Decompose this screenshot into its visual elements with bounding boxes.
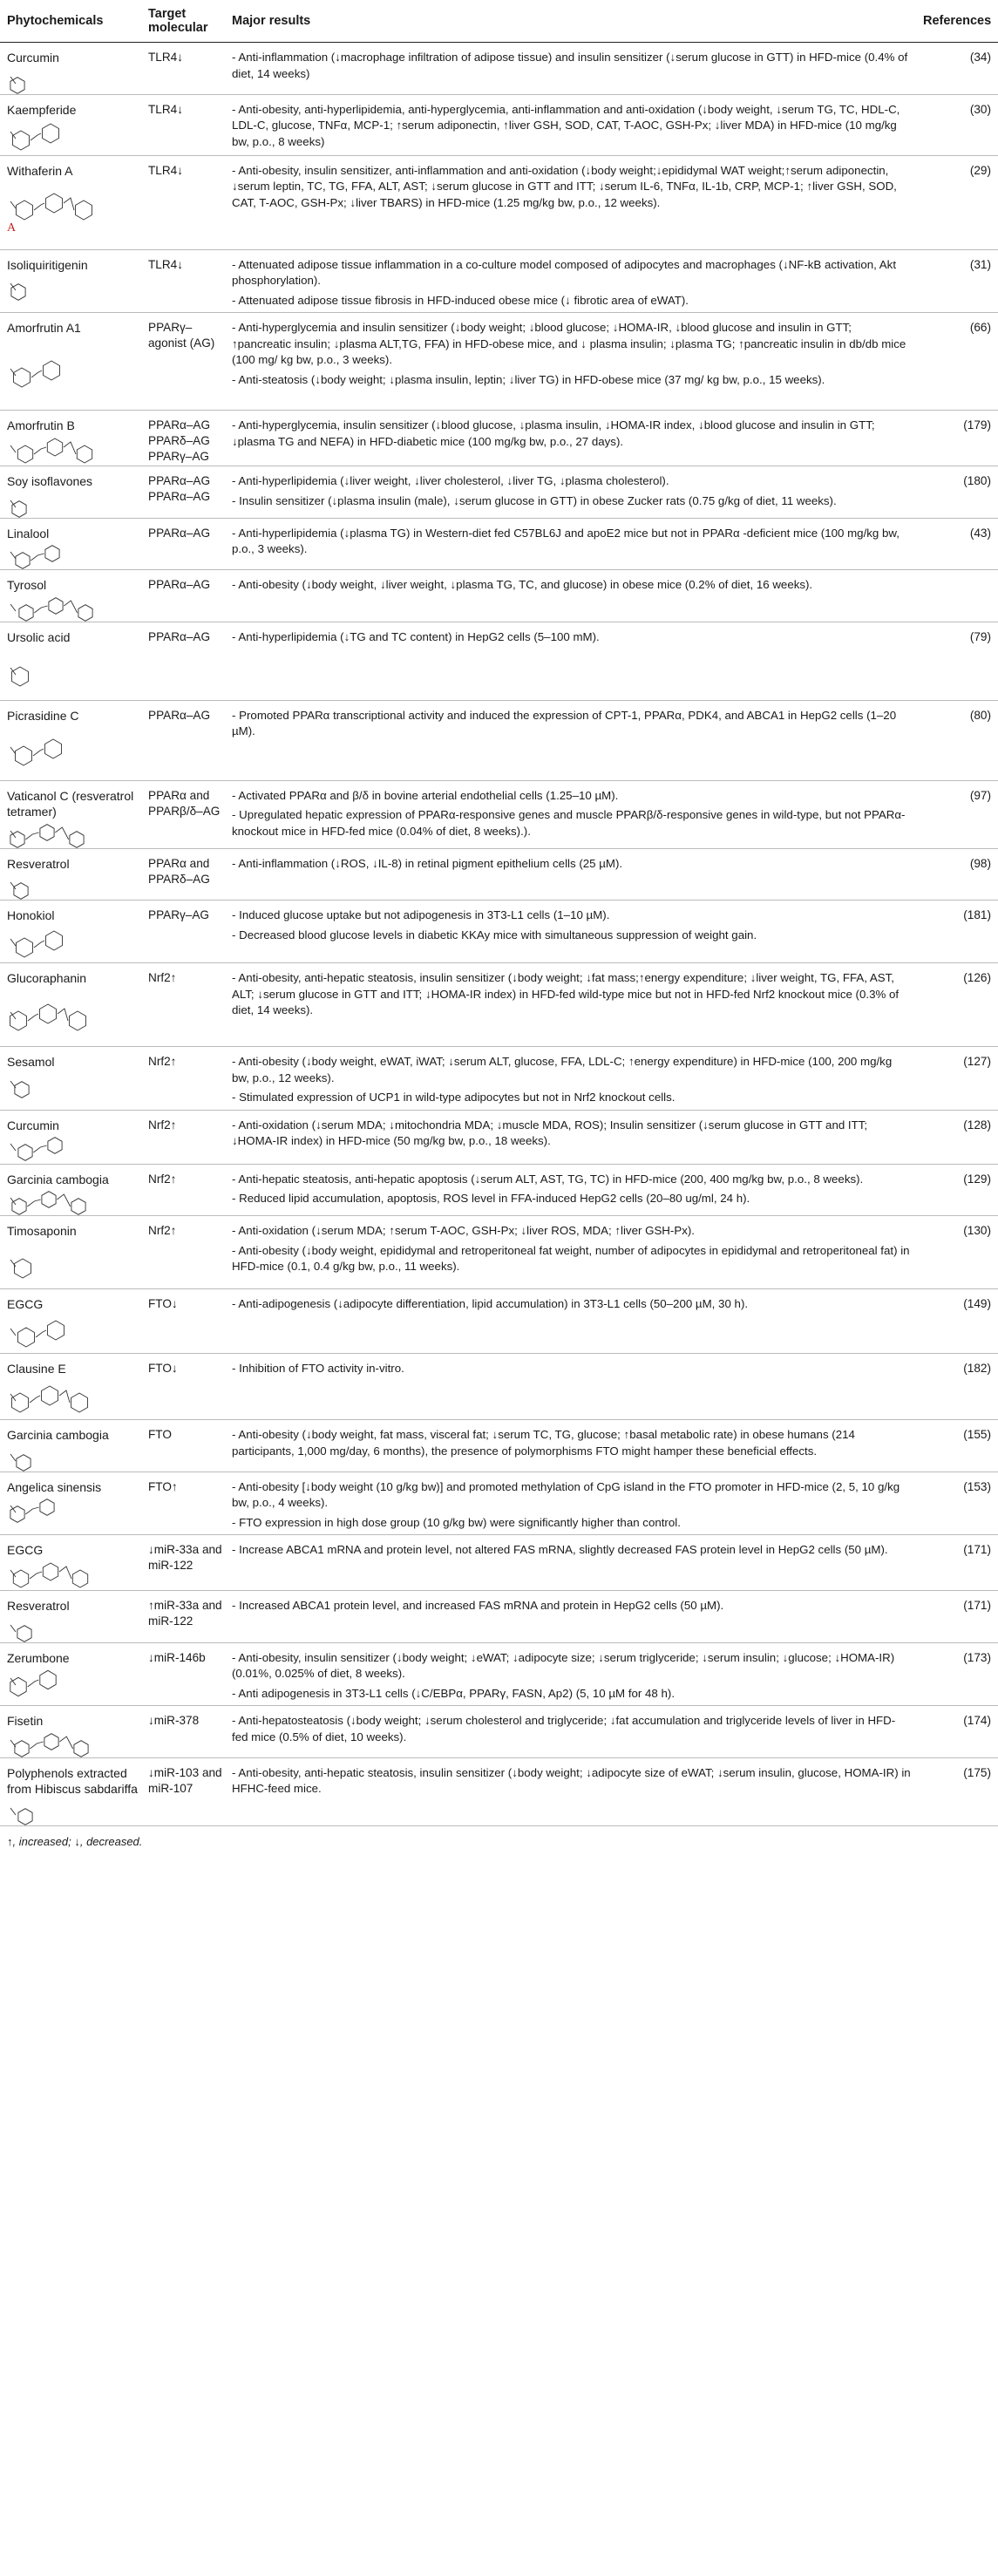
molecule-structure bbox=[7, 597, 141, 622]
target-cell: PPARα–AG PPARδ–AG PPARγ–AG bbox=[141, 411, 225, 466]
reference-cell: (153) bbox=[916, 1472, 998, 1535]
table-row bbox=[0, 1757, 998, 1825]
reference-cell: (129) bbox=[916, 1164, 998, 1216]
molecule-structure bbox=[7, 1499, 141, 1523]
header-results: Major results bbox=[225, 0, 916, 43]
table-row bbox=[0, 848, 998, 901]
target-cell: Nrf2↑ bbox=[141, 1164, 225, 1216]
results-cell bbox=[225, 313, 916, 411]
table-row bbox=[0, 1047, 998, 1111]
reference-cell: (182) bbox=[916, 1354, 998, 1420]
table-row bbox=[0, 1164, 998, 1216]
compound-name: Curcumin bbox=[7, 51, 59, 65]
reference-cell: (34) bbox=[916, 43, 998, 95]
compound-name: Garcinia cambogia bbox=[7, 1428, 109, 1442]
results-cell bbox=[225, 1289, 916, 1354]
reference-cell: (128) bbox=[916, 1110, 998, 1164]
result-line: - Induced glucose uptake but not adipogenesis in 3T3-L1 cells (1–10 µM). bbox=[232, 908, 610, 921]
molecule-structure bbox=[7, 990, 141, 1044]
table-row bbox=[0, 1216, 998, 1289]
table-row bbox=[0, 249, 998, 313]
table-row bbox=[0, 1420, 998, 1472]
result-line: - Anti-inflammation (↓macrophage infiltration of adipose tissue) and insulin sensitizer (↓serum glucose in GTT) in HFD-mice (0.4% of diet, 14 weeks) bbox=[232, 51, 908, 80]
result-line: - Anti-inflammation (↓ROS, ↓IL-8) in retinal pigment epithelium cells (25 µM). bbox=[232, 856, 623, 870]
compound-cell bbox=[0, 700, 141, 780]
result-line: - Anti-hyperglycemia, insulin sensitizer (↓blood glucose, ↓plasma insulin, ↓HOMA-IR index, ↓blood glucose and insulin in GTT; ↓plasma TG and NEFA) in HFD-diabetic mice (100 mg/kg bw, p.o., 27 days). bbox=[232, 418, 875, 448]
reference-cell: (171) bbox=[916, 1591, 998, 1643]
results-cell bbox=[225, 1047, 916, 1111]
table-row bbox=[0, 1706, 998, 1758]
compound-name: Tyrosol bbox=[7, 578, 47, 592]
compound-cell bbox=[0, 1047, 141, 1111]
reference-cell: (181) bbox=[916, 901, 998, 963]
compound-name: Ursolic acid bbox=[7, 629, 71, 644]
molecule-structure bbox=[7, 340, 141, 408]
compound-name: Amorfrutin B bbox=[7, 418, 75, 432]
molecule-structure bbox=[7, 1733, 141, 1757]
molecule-structure bbox=[7, 438, 141, 464]
molecule-structure bbox=[7, 727, 141, 778]
reference-cell: (66) bbox=[916, 313, 998, 411]
molecule-structure bbox=[7, 545, 141, 569]
compound-name: Kaempferide bbox=[7, 102, 77, 117]
result-line: - Increased ABCA1 protein level, and increased FAS mRNA and protein in HepG2 cells (50 µM). bbox=[232, 1599, 724, 1612]
target-cell: FTO↑ bbox=[141, 1472, 225, 1535]
results-cell bbox=[225, 848, 916, 901]
result-line: - Anti-adipogenesis (↓adipocyte differentiation, lipid accumulation) in 3T3-L1 cells (50–200 µM, 30 h). bbox=[232, 1297, 749, 1310]
results-cell bbox=[225, 570, 916, 622]
compound-cell bbox=[0, 1706, 141, 1758]
compound-cell bbox=[0, 43, 141, 95]
target-cell: FTO↓ bbox=[141, 1354, 225, 1420]
table-row bbox=[0, 963, 998, 1047]
reference-cell: (80) bbox=[916, 700, 998, 780]
result-line: - Anti-obesity (↓body weight, epididymal and retroperitoneal fat weight, number of adipocytes in epididymal and retroperitoneal fat) in HFD-mice (0.1, 0.4 g/kg bw, p.o., 11 weeks). bbox=[232, 1243, 910, 1273]
compound-name: Resveratrol bbox=[7, 856, 70, 871]
compound-name: Curcumin bbox=[7, 1118, 59, 1132]
compound-name: EGCG bbox=[7, 1297, 44, 1311]
compound-name: EGCG bbox=[7, 1543, 44, 1557]
result-line: - Anti-obesity, insulin sensitizer, anti-inflammation and anti-oxidation (↓body weight;↓epididymal WAT weight;↑serum adiponectin, ↓serum leptin, TC, TG, FFA, ALT, AST; ↓serum glucose in GTT and ITT; ↓serum IL-6, TNFα, IL-1b, CRP, MCP-1; ↑liver GSH, SOD, CAT, T-AOC, GSH-Px; ↓liver TBARS) in HFD-mice (1.25 mg/kg bw, p.o., 12 weeks). bbox=[232, 163, 897, 209]
reference-cell: (149) bbox=[916, 1289, 998, 1354]
reference-cell: (173) bbox=[916, 1642, 998, 1706]
table-row bbox=[0, 518, 998, 570]
compound-name: Honokiol bbox=[7, 908, 55, 922]
target-cell: TLR4↓ bbox=[141, 94, 225, 155]
molecule-structure bbox=[7, 1618, 141, 1642]
molecule-structure bbox=[7, 824, 141, 848]
molecule-structure bbox=[7, 70, 141, 94]
compound-name: Timosaponin bbox=[7, 1224, 77, 1238]
target-cell: Nrf2↑ bbox=[141, 1216, 225, 1289]
compound-cell bbox=[0, 1216, 141, 1289]
result-line: - Decreased blood glucose levels in diabetic KKAy mice with simultaneous suppression of weight gain. bbox=[232, 928, 757, 941]
results-cell bbox=[225, 1472, 916, 1535]
compound-name: Fisetin bbox=[7, 1714, 44, 1728]
result-line: - Upregulated hepatic expression of PPARα-responsive genes and muscle PPARβ/δ-responsive genes in wild-type, but not PPARα-knockout mice in HFD-fed mice (0.04% of diet, 8 weeks).). bbox=[232, 808, 906, 838]
target-cell: PPARα–AG bbox=[141, 622, 225, 700]
result-line: - Stimulated expression of UCP1 in wild-type adipocytes but not in Nrf2 knockout cells. bbox=[232, 1091, 676, 1104]
compound-name: Resveratrol bbox=[7, 1599, 70, 1613]
molecule-structure bbox=[7, 182, 141, 249]
reference-cell: (29) bbox=[916, 155, 998, 249]
target-cell: ↓miR-378 bbox=[141, 1706, 225, 1758]
table-row bbox=[0, 43, 998, 95]
compound-name: Angelica sinensis bbox=[7, 1479, 102, 1494]
result-line: - Anti-hepatosteatosis (↓body weight; ↓serum cholesterol and triglyceride; ↓fat accumulation and triglyceride levels of liver in HFD-fed mice (0.5% of diet, 10 weeks). bbox=[232, 1714, 896, 1743]
molecule-structure bbox=[7, 1381, 141, 1417]
table-row bbox=[0, 622, 998, 700]
result-line: - Anti-hyperlipidemia (↓TG and TC content) in HepG2 cells (5–100 mM). bbox=[232, 629, 600, 643]
compound-cell bbox=[0, 1164, 141, 1216]
compound-cell bbox=[0, 313, 141, 411]
compound-name: Vaticanol C (resveratrol tetramer) bbox=[7, 788, 134, 819]
compound-cell bbox=[0, 249, 141, 313]
target-cell: ↓miR-33a and miR-122 bbox=[141, 1535, 225, 1591]
compound-name: Amorfrutin A1 bbox=[7, 321, 81, 335]
target-cell: PPARα–AG bbox=[141, 570, 225, 622]
header-row bbox=[0, 0, 998, 43]
target-cell: ↓miR-103 and miR-107 bbox=[141, 1757, 225, 1825]
result-line: - Anti-hyperlipidemia (↓liver weight, ↓liver cholesterol, ↓liver TG, ↓plasma cholesterol). bbox=[232, 474, 669, 487]
result-line: - Anti-obesity, anti-hyperlipidemia, anti-hyperglycemia, anti-inflammation and anti-oxidation (↓body weight, ↓serum TG, TC, HDL-C, LDL-C, glucose, TNFα, MCP-1; ↑serum adiponectin, ↑liver GSH, SOD, CAT, T-AOC, GSH-Px; ↓liver MDA) in HFD-mice (10 mg/kg bw, p.o., 8 weeks) bbox=[232, 102, 900, 148]
target-cell: PPARγ– agonist (AG) bbox=[141, 313, 225, 411]
target-cell: Nrf2↑ bbox=[141, 963, 225, 1047]
molecule-structure bbox=[7, 1191, 141, 1215]
results-cell bbox=[225, 411, 916, 466]
header-target: Target molecular bbox=[141, 0, 225, 43]
result-line: - Anti-obesity [↓body weight (10 g/kg bw)] and promoted methylation of CpG island in the FTO promoter in HFD-mice (2, 5, 10 g/kg bw, p.o., 4 weeks). bbox=[232, 1479, 900, 1509]
compound-cell bbox=[0, 1642, 141, 1706]
results-cell bbox=[225, 1164, 916, 1216]
compound-cell bbox=[0, 848, 141, 901]
results-cell bbox=[225, 43, 916, 95]
table-row bbox=[0, 466, 998, 519]
target-cell: FTO↓ bbox=[141, 1289, 225, 1354]
reference-cell: (127) bbox=[916, 1047, 998, 1111]
results-cell bbox=[225, 622, 916, 700]
results-cell bbox=[225, 94, 916, 155]
result-line: - Anti-obesity (↓body weight, ↓liver weight, ↓plasma TG, TC, and glucose) in obese mice (0.2% of diet, 16 weeks). bbox=[232, 578, 813, 591]
result-line: - Anti-obesity, insulin sensitizer (↓body weight; ↓eWAT; ↓adipocyte size; ↓serum triglyceride; ↓serum insulin; ↓glucose; ↓HOMA-IR) (0.01%, 0.025% of diet, 8 weeks). bbox=[232, 1650, 895, 1680]
molecule-structure bbox=[7, 1137, 141, 1161]
results-cell bbox=[225, 1354, 916, 1420]
reference-cell: (98) bbox=[916, 848, 998, 901]
results-cell bbox=[225, 780, 916, 848]
target-cell: Nrf2↑ bbox=[141, 1047, 225, 1111]
results-cell bbox=[225, 700, 916, 780]
compound-name: Soy isoflavones bbox=[7, 474, 93, 488]
target-cell: TLR4↓ bbox=[141, 249, 225, 313]
compound-name: Picrasidine C bbox=[7, 708, 79, 723]
compound-name: Withaferin A bbox=[7, 163, 73, 178]
target-cell: FTO bbox=[141, 1420, 225, 1472]
table-row bbox=[0, 1110, 998, 1164]
panel-marker: A bbox=[7, 221, 17, 234]
target-cell: PPARα–AG bbox=[141, 518, 225, 570]
compound-cell bbox=[0, 622, 141, 700]
reference-cell: (155) bbox=[916, 1420, 998, 1472]
result-line: - Anti-hyperlipidemia (↓plasma TG) in Western-diet fed C57BL6J and apoE2 mice but not in PPARα -deficient mice (100 mg/kg bw, p.o., 3 weeks). bbox=[232, 526, 900, 555]
target-cell: PPARα and PPARβ/δ–AG bbox=[141, 780, 225, 848]
results-cell bbox=[225, 901, 916, 963]
molecule-structure bbox=[7, 1669, 141, 1697]
compound-name: Sesamol bbox=[7, 1055, 55, 1069]
molecule-structure bbox=[7, 928, 141, 961]
molecule-structure bbox=[7, 1447, 141, 1472]
results-cell bbox=[225, 1420, 916, 1472]
results-cell bbox=[225, 1535, 916, 1591]
table-row bbox=[0, 411, 998, 466]
target-cell: PPARα–AG bbox=[141, 700, 225, 780]
compound-cell bbox=[0, 411, 141, 466]
results-cell bbox=[225, 963, 916, 1047]
result-line: - Anti-hepatic steatosis, anti-hepatic apoptosis (↓serum ALT, AST, TG, TC) in HFD-mice (200, 400 mg/kg bw, p.o., 8 weeks). bbox=[232, 1172, 864, 1186]
header-references: References bbox=[916, 0, 998, 43]
table-row bbox=[0, 94, 998, 155]
result-line: - Anti-obesity, anti-hepatic steatosis, insulin sensitizer (↓body weight; ↓adipocyte size of eWAT; ↓serum insulin, glucose, HOMA-IR) in HFHC-feed mice. bbox=[232, 1765, 911, 1795]
compound-cell bbox=[0, 518, 141, 570]
target-cell: PPARα and PPARδ–AG bbox=[141, 848, 225, 901]
results-cell bbox=[225, 1591, 916, 1643]
header-compound: Phytochemicals bbox=[0, 0, 141, 43]
reference-cell bbox=[916, 570, 998, 622]
reference-cell: (180) bbox=[916, 466, 998, 519]
table-row bbox=[0, 313, 998, 411]
molecule-structure bbox=[7, 649, 141, 697]
compound-name: Garcinia cambogia bbox=[7, 1172, 109, 1186]
target-cell: PPARγ–AG bbox=[141, 901, 225, 963]
molecule-structure bbox=[7, 1562, 141, 1588]
result-line: - Inhibition of FTO activity in-vitro. bbox=[232, 1362, 404, 1375]
compound-cell bbox=[0, 963, 141, 1047]
results-cell bbox=[225, 1706, 916, 1758]
compound-cell bbox=[0, 780, 141, 848]
compound-cell bbox=[0, 466, 141, 519]
results-cell bbox=[225, 466, 916, 519]
compound-cell bbox=[0, 155, 141, 249]
result-line: - Anti-oxidation (↓serum MDA; ↓mitochondria MDA; ↓muscle MDA, ROS); Insulin sensitizer (↓serum glucose in GTT and ITT; ↓HOMA-IR index) in HFD-mice (50 mg/kg bw, p.o., 18 weeks). bbox=[232, 1118, 868, 1147]
compound-cell bbox=[0, 1354, 141, 1420]
result-line: - Anti-obesity (↓body weight, fat mass, visceral fat; ↓serum TC, TG, glucose; ↑basal metabolic rate) in obese humans (214 participants, 1,000 mg/day, 6 months), the presence of polymorphisms FTO might hamper these beneficial effects. bbox=[232, 1428, 855, 1458]
table-row bbox=[0, 1535, 998, 1591]
result-line: - Anti-hyperglycemia and insulin sensitizer (↓body weight; ↓blood glucose; ↓HOMA-IR, ↓blood glucose and insulin in GTT; ↑pancreatic insulin; ↓plasma ALT,TG, FFA) in HFD-obese mice, and ↓ plasma insulin; ↓plasma TG; ↑pancreatic insulin in db/db mice (100 mg/ kg bw, p.o., 3 weeks). bbox=[232, 321, 906, 366]
compound-cell bbox=[0, 1591, 141, 1643]
compound-cell bbox=[0, 901, 141, 963]
molecule-structure bbox=[7, 1074, 141, 1098]
table-row bbox=[0, 1354, 998, 1420]
compound-cell bbox=[0, 94, 141, 155]
results-cell bbox=[225, 1757, 916, 1825]
table-row bbox=[0, 570, 998, 622]
result-line: - Anti adipogenesis in 3T3-L1 cells (↓C/EBPα, PPARγ, FASN, Ap2) (5, 10 µM for 48 h). bbox=[232, 1686, 676, 1700]
result-line: - FTO expression in high dose group (10 g/kg bw) were significantly higher than control. bbox=[232, 1515, 681, 1529]
reference-cell: (179) bbox=[916, 411, 998, 466]
result-line: - Anti-obesity (↓body weight, eWAT, iWAT; ↓serum ALT, glucose, FFA, LDL-C; ↑energy expenditure) in HFD-mice (100, 200 mg/kg bw, p.o., 12 weeks). bbox=[232, 1055, 893, 1084]
reference-cell: (130) bbox=[916, 1216, 998, 1289]
table-row bbox=[0, 700, 998, 780]
compound-name: Zerumbone bbox=[7, 1650, 70, 1665]
compound-name: Glucoraphanin bbox=[7, 971, 87, 985]
reference-cell: (174) bbox=[916, 1706, 998, 1758]
target-cell: TLR4↓ bbox=[141, 155, 225, 249]
molecule-structure bbox=[7, 1243, 141, 1287]
result-line: - Promoted PPARα transcriptional activity and induced the expression of CPT-1, PPARα, PDK4, and ABCA1 in HepG2 cells (1–20 µM). bbox=[232, 708, 897, 737]
compound-cell bbox=[0, 1535, 141, 1591]
result-line: - Reduced lipid accumulation, apoptosis, ROS level in FFA-induced HepG2 cells (20–80 ug/ml, 24 h). bbox=[232, 1192, 750, 1205]
compound-cell bbox=[0, 1289, 141, 1354]
compound-cell bbox=[0, 1110, 141, 1164]
result-line: - Anti-obesity, anti-hepatic steatosis, insulin sensitizer (↓body weight; ↓fat mass;↑energy expenditure; ↓liver weight, TG, FFA, AST, ALT; ↓serum glucose in GTT and ITT; ↓HOMA-IR index) in HFD-fed wild-type mice but not in HFD-fed Nrf2 knockout mice (0.3% of diet, 14 weeks). bbox=[232, 971, 900, 1016]
result-line: - Anti-oxidation (↓serum MDA; ↑serum T-AOC, GSH-Px; ↓liver ROS, MDA; ↑liver GSH-Px). bbox=[232, 1224, 695, 1237]
result-line: - Attenuated adipose tissue inflammation in a co-culture model composed of adipocytes and macrophages (↓NF-kB activation, Akt phosphorylation). bbox=[232, 257, 897, 287]
compound-name: Linalool bbox=[7, 526, 50, 540]
compound-cell bbox=[0, 1472, 141, 1535]
result-line: - Attenuated adipose tissue fibrosis in HFD-induced obese mice (↓ fibrotic area of eWAT). bbox=[232, 293, 689, 307]
target-cell: ↓miR-146b bbox=[141, 1642, 225, 1706]
compound-cell bbox=[0, 570, 141, 622]
results-cell bbox=[225, 1642, 916, 1706]
result-line: - Insulin sensitizer (↓plasma insulin (male), ↓serum glucose in GTT) in obese Zucker rats (0.75 g/kg of diet, 11 weeks). bbox=[232, 493, 837, 507]
reference-cell: (30) bbox=[916, 94, 998, 155]
results-cell bbox=[225, 518, 916, 570]
compound-cell bbox=[0, 1420, 141, 1472]
molecule-structure bbox=[7, 493, 141, 518]
reference-cell: (171) bbox=[916, 1535, 998, 1591]
target-cell: Nrf2↑ bbox=[141, 1110, 225, 1164]
compound-name: Polyphenols extracted from Hibiscus sabdariffa bbox=[7, 1765, 138, 1796]
compound-name: Clausine E bbox=[7, 1362, 66, 1376]
table-row bbox=[0, 1289, 998, 1354]
molecule-structure bbox=[7, 1801, 141, 1825]
target-cell: ↑miR-33a and miR-122 bbox=[141, 1591, 225, 1643]
molecule-structure bbox=[7, 875, 141, 900]
result-line: - Increase ABCA1 mRNA and protein level, not altered FAS mRNA, slightly decreased FAS protein level in HepG2 cells (50 µM). bbox=[232, 1543, 888, 1556]
results-cell bbox=[225, 155, 916, 249]
compound-name: Isoliquiritigenin bbox=[7, 257, 88, 272]
molecule-structure bbox=[7, 121, 141, 153]
target-cell: PPARα–AG PPARα–AG bbox=[141, 466, 225, 519]
result-line: - Activated PPARα and β/δ in bovine arterial endothelial cells (1.25–10 µM). bbox=[232, 788, 619, 802]
table-row bbox=[0, 901, 998, 963]
footnote: ↑, increased; ↓, decreased. bbox=[7, 1834, 143, 1848]
compound-cell bbox=[0, 1757, 141, 1825]
results-cell bbox=[225, 1216, 916, 1289]
reference-cell: (175) bbox=[916, 1757, 998, 1825]
molecule-structure bbox=[7, 1316, 141, 1351]
results-cell bbox=[225, 1110, 916, 1164]
table-row bbox=[0, 1472, 998, 1535]
results-cell bbox=[225, 249, 916, 313]
reference-cell: (79) bbox=[916, 622, 998, 700]
table-row bbox=[0, 780, 998, 848]
reference-cell: (126) bbox=[916, 963, 998, 1047]
reference-cell: (97) bbox=[916, 780, 998, 848]
target-cell: TLR4↓ bbox=[141, 43, 225, 95]
table-row bbox=[0, 155, 998, 249]
reference-cell: (31) bbox=[916, 249, 998, 313]
molecule-structure bbox=[7, 276, 141, 301]
reference-cell: (43) bbox=[916, 518, 998, 570]
result-line: - Anti-steatosis (↓body weight; ↓plasma insulin, leptin; ↓liver TG) in HFD-obese mice (37 mg/ kg bw, p.o., 15 weeks). bbox=[232, 372, 825, 386]
table-row bbox=[0, 1591, 998, 1643]
table-row bbox=[0, 1642, 998, 1706]
